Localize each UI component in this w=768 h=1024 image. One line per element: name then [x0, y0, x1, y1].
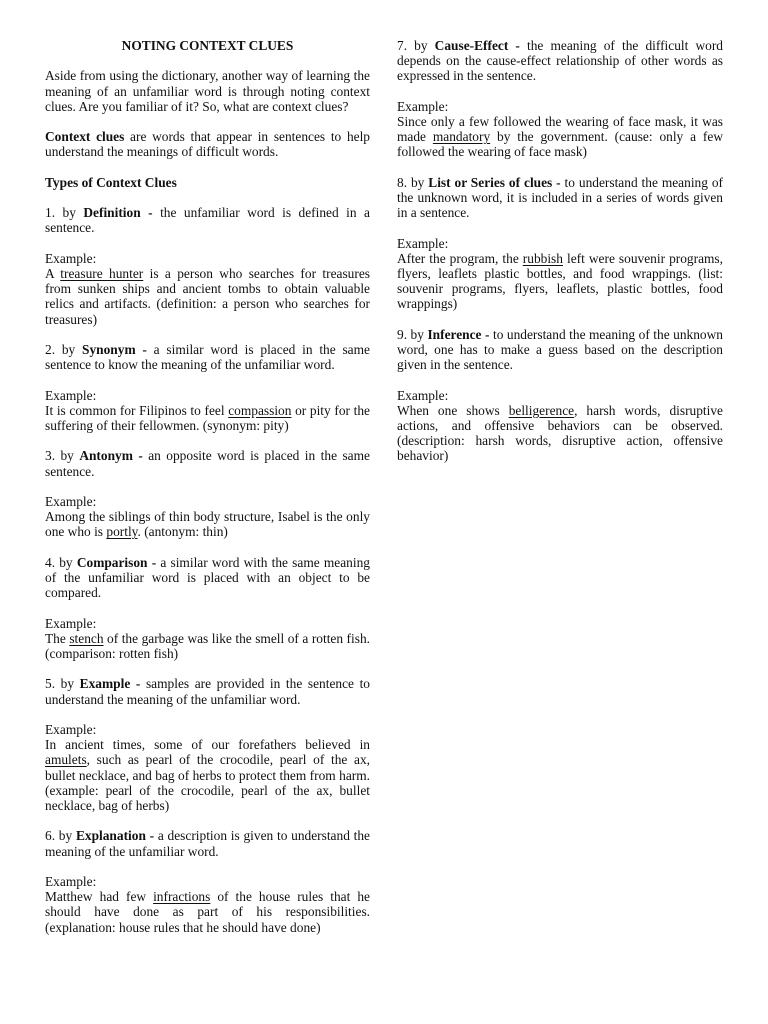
type-description: the meaning of the difficult word depends on the cause-effect relationship of other words as expressed in the sentence.	[397, 38, 723, 84]
example-text-before: A	[45, 265, 61, 281]
example-label: Example:	[45, 493, 97, 509]
example-text-after: left were souvenir programs, flyers, leaflets plastic bottles, and food wrappings. (list: souvenir programs, flyers, leaflets, plastic bottles, food wrappings)	[397, 250, 723, 312]
example-text-after: of the garbage was like the smell of a rotten fish. (comparison: rotten fish)	[45, 630, 370, 661]
example-sentence	[45, 509, 370, 539]
example-sentence	[397, 403, 723, 464]
example-text-before: Among the siblings of thin body structure, Isabel is the only one who is	[45, 509, 370, 540]
example-text-after: or pity for the suffering of their fellowmen. (synonym: pity)	[45, 402, 370, 433]
type-number: 5. by	[45, 676, 80, 692]
type-name: Definition -	[83, 205, 153, 221]
type-number: 1. by	[45, 205, 84, 221]
type-number: 8. by	[397, 174, 429, 190]
type-antonym	[45, 448, 370, 478]
target-word: treasure hunter	[60, 265, 144, 281]
target-word: stench	[69, 630, 104, 646]
intro-paragraph: Aside from using the dictionary, another way of learning the meaning of an unfamiliar word is through noting context clues. Are you familiar of it? So, what are context clues?	[45, 68, 370, 114]
type-number: 4. by	[45, 554, 77, 570]
right-column	[397, 38, 723, 479]
example-text-after: by the government. (cause: only a few followed the wearing of face mask)	[397, 129, 723, 160]
type-number: 3. by	[45, 448, 80, 464]
type-description: to understand the meaning of the unknown word, one has to make a guess based on the description given in the sentence.	[397, 326, 723, 373]
example-label: Example:	[45, 250, 97, 266]
type-list-or-series	[397, 175, 723, 221]
context-clues-definition-text: are words that appear in sentences to help understand the meanings of difficult words.	[45, 129, 371, 160]
target-word: amulets	[45, 752, 87, 768]
left-column	[45, 38, 370, 950]
target-word: belligerence	[508, 402, 575, 418]
context-clues-definition	[45, 129, 370, 159]
type-number: 7. by	[397, 38, 435, 53]
type-example	[45, 676, 370, 706]
type-description: a similar word with the same meaning of the unfamiliar word is placed with an object to be compared.	[45, 554, 370, 601]
type-name: Antonym -	[79, 448, 143, 464]
type-cause-effect	[397, 38, 723, 84]
example-text-before: When one shows	[397, 402, 509, 418]
example-label: Example:	[397, 235, 449, 251]
example-text-after: , such as pearl of the crocodile, pearl of the ax, bullet necklace, and bag of herbs to protect them from harm. (example: pearl of the crocodile, pearl of the ax, bullet necklace, bag of herbs)	[45, 752, 370, 813]
types-heading: Types of Context Clues	[45, 174, 177, 190]
type-name: Example -	[79, 676, 141, 692]
type-description: samples are provided in the sentence to understand the meaning of the unfamiliar word.	[45, 676, 370, 707]
type-description: to understand the meaning of the unknown word, it is included in a series of words given in a sentence.	[397, 174, 723, 221]
example-text-before: It is common for Filipinos to feel	[45, 402, 229, 418]
example-sentence	[45, 631, 370, 661]
type-name: Explanation -	[75, 828, 155, 844]
type-description: a description is given to understand the meaning of the unfamiliar word.	[45, 828, 370, 859]
example-label: Example:	[45, 873, 97, 889]
type-name: Cause-Effect -	[434, 38, 520, 53]
type-description: the unfamiliar word is defined in a sentence.	[45, 205, 371, 236]
example-text-after: , harsh words, disruptive actions, and offensive behaviors can be observed. (description: harsh words, disruptive action, offensive behavior)	[397, 402, 723, 464]
example-text-before: Matthew had few	[45, 889, 154, 905]
example-sentence	[45, 403, 370, 433]
example-text-before: After the program, the	[397, 250, 523, 266]
target-word: mandatory	[432, 129, 491, 145]
example-sentence	[45, 737, 370, 813]
type-name: Comparison -	[76, 554, 157, 570]
target-word: infractions	[153, 889, 211, 905]
example-label: Example:	[45, 721, 97, 737]
example-sentence	[45, 889, 370, 935]
type-description: an opposite word is placed in the same sentence.	[45, 448, 370, 479]
type-name: Synonym -	[82, 341, 147, 357]
example-text-before: The	[45, 630, 70, 646]
example-label: Example:	[397, 387, 449, 403]
type-explanation	[45, 828, 370, 858]
target-word: portly	[106, 524, 138, 540]
example-label: Example:	[45, 387, 97, 403]
document-title: NOTING CONTEXT CLUES	[121, 38, 294, 53]
target-word: rubbish	[522, 250, 563, 266]
type-number: 2. by	[45, 341, 83, 357]
example-sentence	[397, 114, 723, 160]
example-label: Example:	[397, 98, 449, 114]
context-clues-term: Context clues	[45, 129, 125, 145]
type-name: Inference -	[427, 326, 490, 342]
example-label: Example:	[45, 615, 97, 631]
target-word: compassion	[228, 402, 292, 418]
example-text-before: In ancient times, some of our forefathers believed in	[45, 737, 370, 753]
type-synonym	[45, 342, 370, 372]
type-description: a similar word is placed in the same sentence to know the meaning of the unfamiliar word.	[45, 341, 370, 373]
type-inference	[397, 327, 723, 373]
type-number: 6. by	[45, 828, 76, 844]
example-text-before: Since only a few followed the wearing of face mask, it was made	[397, 114, 723, 145]
type-comparison	[45, 555, 370, 601]
example-text-after: . (antonym: thin)	[137, 524, 228, 540]
example-text-after: of the house rules that he should have done as part of his responsibilities. (explanation: house rules that he should have done)	[45, 889, 370, 935]
type-number: 9. by	[397, 326, 428, 342]
type-name: List or Series of clues -	[428, 174, 561, 190]
example-sentence	[45, 266, 370, 327]
type-definition	[45, 205, 370, 235]
example-sentence	[397, 251, 723, 312]
example-text-after: is a person who searches for treasures from sunken ships and ancient tombs to obtain valuable relics and artifacts. (definition: a person who searches for treasures)	[45, 265, 370, 327]
